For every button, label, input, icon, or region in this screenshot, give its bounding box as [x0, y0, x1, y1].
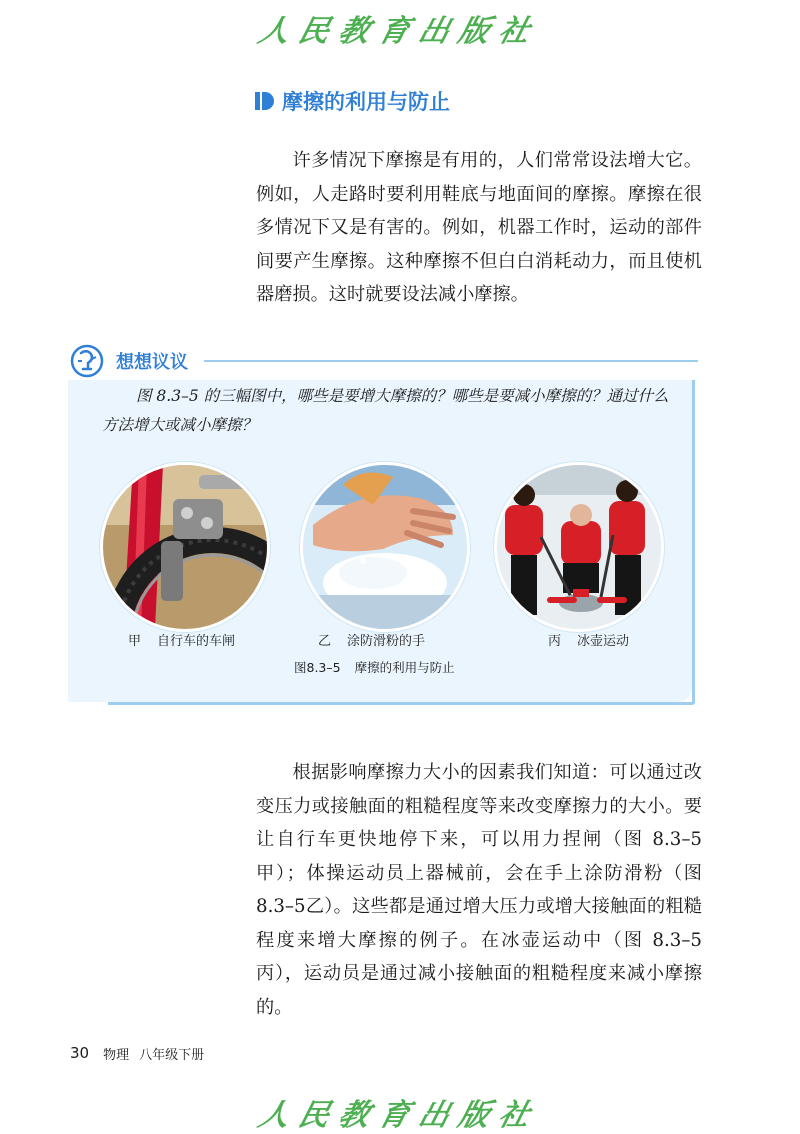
photo-chalk-hand: [300, 462, 470, 632]
section-heading: [254, 86, 450, 116]
discussion-divider: [204, 360, 698, 362]
paragraph-2: [256, 756, 702, 1024]
chalk-hand-image: [303, 465, 467, 629]
section-title: 摩擦的利用与防止: [282, 90, 450, 114]
photo-caption-c: [548, 630, 629, 649]
photo-caption-b: [318, 630, 425, 649]
page-number: 30: [70, 1044, 90, 1062]
photo-label-c: 丙: [548, 634, 562, 649]
footer-subject: 物理: [103, 1048, 130, 1063]
paragraph-1-text: 许多情况下摩擦是有用的，人们常常设法增大它。例如，人走路时要利用鞋底与地面间的摩擦。摩擦在很多情况下又是有害的。例如，机器工作时，运动的部件间要产生摩擦。这种摩擦不但白白消耗动力，而且使机器磨损。这时就要设法减小摩擦。: [256, 150, 702, 305]
photo-caption-text-a: 自行车的车闸: [157, 634, 236, 649]
figure-caption: [294, 658, 455, 676]
discussion-title: 想想议议: [116, 352, 188, 373]
page-footer: [70, 1044, 204, 1063]
photo-caption-text-c: 冰壶运动: [577, 634, 630, 649]
discussion-text: [102, 382, 678, 440]
bicycle-brake-image: [103, 465, 267, 629]
footer-grade: 八年级下册: [139, 1048, 205, 1063]
photo-caption-a: [128, 630, 235, 649]
photo-caption-text-b: 涂防滑粉的手: [347, 634, 426, 649]
photo-bicycle-brake: [100, 462, 270, 632]
figure-number: 图8.3–5: [294, 660, 341, 675]
discussion-lightbulb-icon: [70, 344, 104, 378]
discussion-text-content: 图 8.3–5 的三幅图中，哪些是要增大摩擦的？哪些是要减小摩擦的？通过什么方法增大或减小摩擦？: [102, 387, 669, 434]
photo-label-a: 甲: [128, 634, 142, 649]
publisher-watermark-bottom: 人民教育出版社: [254, 1098, 544, 1133]
curling-image: [497, 465, 661, 629]
figure-title: 摩擦的利用与防止: [354, 660, 455, 675]
section-marker-icon: [254, 91, 274, 111]
paragraph-1: [256, 144, 702, 312]
publisher-watermark-top: 人民教育出版社: [254, 14, 544, 49]
photo-curling: [494, 462, 664, 632]
photo-label-b: 乙: [318, 634, 332, 649]
paragraph-2-text: 根据影响摩擦力大小的因素我们知道：可以通过改变压力或接触面的粗糙程度等来改变摩擦力的大小。要让自行车更快地停下来，可以用力捏闸（图 8.3–5 甲）；体操运动员上器械前，会在手上涂防滑粉（图 8.3–5乙）。这些都是通过增大压力或增大接触面的粗糙程度来增大摩擦的例子。在冰壶运动中（图 8.3–5 丙），运动员是通过减小接触面的粗糙程度来减小摩擦的。: [256, 762, 702, 1018]
